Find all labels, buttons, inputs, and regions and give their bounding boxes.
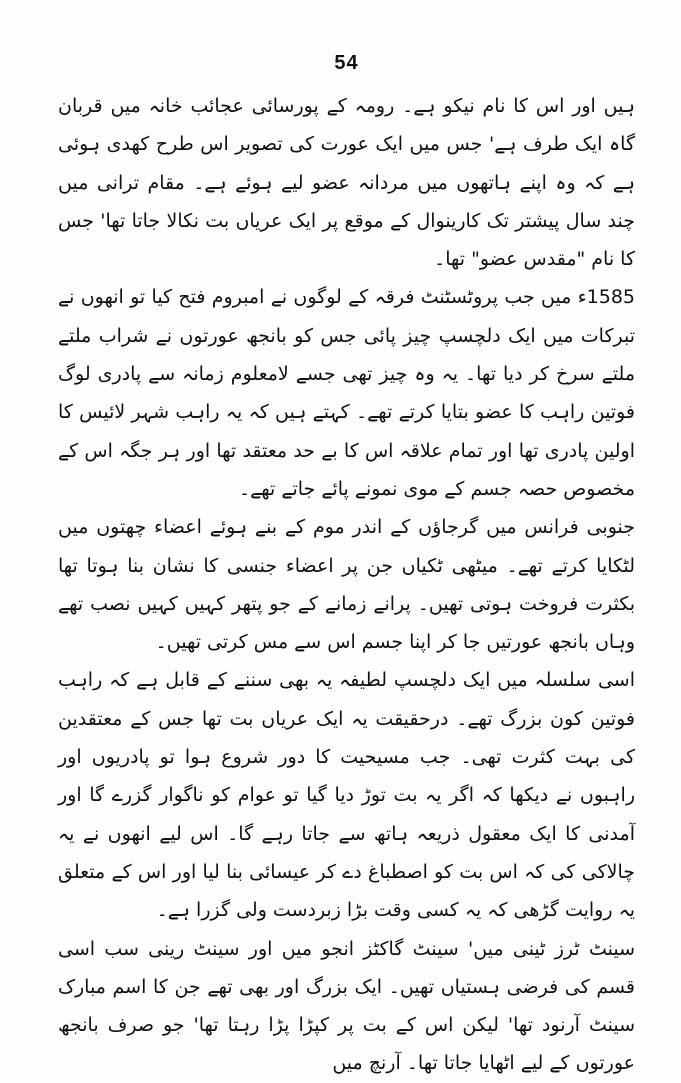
paragraph-4: اسی سلسلہ میں ایک دلچسپ لطیفہ یہ بھی سننے کے قابل ہے کہ راہب فوتین کون بزرگ تھے۔ درحقیقت یہ ایک عریاں بت تھا جس کے معتقدین کی بہت کثرت تھی۔ جب مسیحیت کا دور شروع ہوا تو پادریوں اور راہبوں نے دیکھا کہ اگر یہ بت توڑ دیا گیا تو عوام کو ناگوار گزرے گا اور آمدنی کا ایک معقول ذریعہ ہاتھ سے جاتا رہے گا۔ اس لیے انھوں نے یہ چالاکی کی کہ اس بت کو اصطباغ دے کر عیسائی بنا لیا اور اس کے متعلق یہ روایت گڑھی کہ یہ کسی وقت بڑا زبردست ولی گزرا ہے۔ [58,669,635,922]
paragraph-1: ہیں اور اس کا نام نیکو ہے۔ رومہ کے پورسائی عجائب خانہ میں قربان گاہ ایک طرف ہے' جس میں ایک عورت کی تصویر اس طرح کھدی ہوئی ہے کہ وہ اپنے ہاتھوں میں مردانہ عضو لیے ہوئے ہے۔ مقام ترانی میں چند سال پیشتر تک کارینوال کے موقع پر ایک عریاں بت نکالا جاتا تھا' جس کا نام "مقدس عضو" تھا۔ [58,95,635,271]
paragraph-2: 1585ء میں جب پروٹسٹنٹ فرقہ کے لوگوں نے امبروم فتح کیا تو انھوں نے تبرکات میں ایک دلچسپ چیز پائی جس کو بانجھ عورتوں نے شراب ملتے ملتے سرخ کر دیا تھا۔ یہ وہ چیز تھی جسے لامعلوم زمانہ سے پادری لوگ فوتین راہب کا عضو بتایا کرتے تھے۔ کہتے ہیں کہ یہ راہب شہر لائیس کا اولین پادری تھا اور تمام علاقہ اس کا بے حد معتقد تھا اور ہر جگہ اس کے مخصوص حصہ جسم کے موی نمونے پائے جاتے تھے۔ [58,286,635,500]
paragraph-3: جنوبی فرانس میں گرجاؤں کے اندر موم کے بنے ہوئے اعضاء چھتوں میں لٹکایا کرتے تھے۔ میٹھی ٹکیاں جن پر اعضاء جنسی کا نشان بنا ہوتا تھا بکثرت فروخت ہوتی تھیں۔ پرانے زمانے کے جو پتھر کہیں کہیں نصب تھے وہاں بانجھ عورتیں جا کر اپنا جسم اس سے مس کرتی تھیں۔ [58,516,635,654]
paragraph-5: سینٹ ٹرز ٹینی میں' سینٹ گاکٹز انجو میں اور سینٹ رینی سب اسی قسم کی فرضی ہستیاں تھیں۔ ایک بزرگ اور بھی تھے جن کا اسم مبارک سینٹ آرنود تھا' لیکن اس کے بت پر کپڑا پڑا رہتا تھا' جو صرف بانجھ عورتوں کے لیے اٹھایا جاتا تھا۔ آرنچ میں [58,937,635,1075]
page-body [58,87,635,1083]
page-number: 54 [334,52,359,74]
